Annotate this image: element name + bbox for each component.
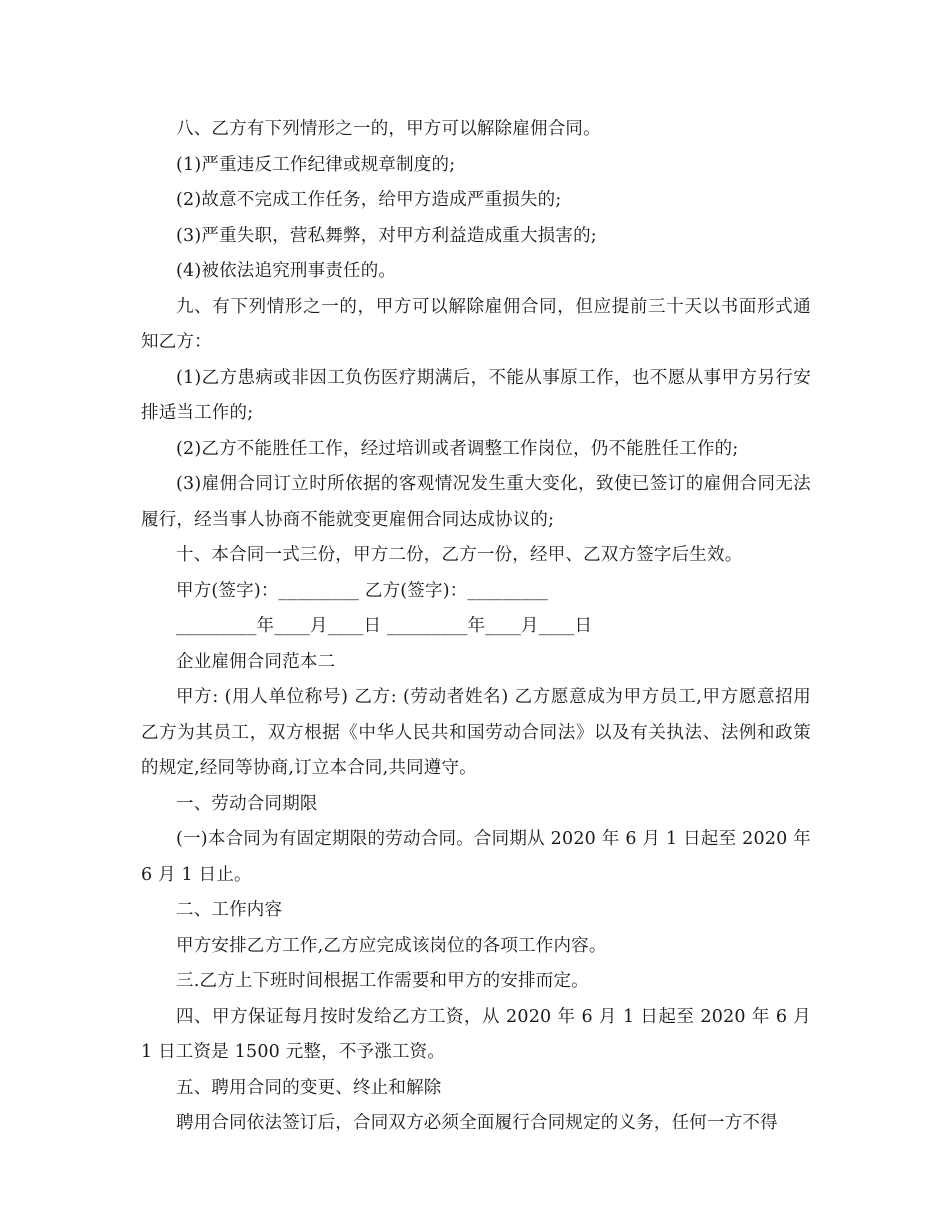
paragraph: 聘用合同依法签订后，合同双方必须全面履行合同规定的义务，任何一方不得 <box>176 1113 778 1133</box>
paragraph: (1)乙方患病或非因工负伤医疗期满后，不能从事原工作，也不愿从事甲方另行安排适当工作的; <box>141 367 811 423</box>
paragraph: 四、甲方保证每月按时发给乙方工资，从 2020 年 6 月 1 日起至 2020 年 6 月 1 日工资是 1500 元整，不予涨工资。 <box>141 1006 817 1062</box>
paragraph: 甲方: (用人单位称号) 乙方: (劳动者姓名) 乙方愿意成为甲方员工,甲方愿意招用乙方为其员工，双方根据《中华人民共和国劳动合同法》以及有关执法、法例和政策的规定,经同等协商,订立本合同,共同遵守。 <box>141 687 811 778</box>
section-heading: 一、劳动合同期限 <box>176 793 318 814</box>
paragraph: (3)严重失职，营私舞弊，对甲方利益造成重大损害的; <box>176 225 597 246</box>
paragraph: (1)严重违反工作纪律或规章制度的; <box>176 154 456 175</box>
date-line: _________年____月____日 _________年____月____日 <box>176 616 593 636</box>
section-heading: 五、聘用合同的变更、终止和解除 <box>176 1077 442 1098</box>
paragraph: 九、有下列情形之一的，甲方可以解除雇佣合同，但应提前三十天以书面形式通知乙方： <box>141 296 811 352</box>
section-title: 企业雇佣合同范本二 <box>176 651 336 672</box>
signature-line: 甲方(签字)：_________ 乙方(签字)：_________ <box>176 580 548 601</box>
document-body <box>141 112 817 1142</box>
paragraph: 八、乙方有下列情形之一的，甲方可以解除雇佣合同。 <box>176 119 601 139</box>
paragraph: (一)本合同为有固定期限的劳动合同。合同期从 2020 年 6 月 1 日起至 2020 年 6 月 1 日止。 <box>141 829 817 885</box>
paragraph: (4)被依法追究刑事责任的。 <box>176 261 397 281</box>
paragraph: 十、本合同一式三份，甲方二份，乙方一份，经甲、乙双方签字后生效。 <box>176 545 743 565</box>
paragraph: (2)故意不完成工作任务，给甲方造成严重损失的; <box>176 190 562 210</box>
paragraph: (3)雇佣合同订立时所依据的客观情况发生重大变化，致使已签订的雇佣合同无法履行，经当事人协商不能就变更雇佣合同达成协议的; <box>141 474 811 530</box>
paragraph: 甲方安排乙方工作,乙方应完成该岗位的各项工作内容。 <box>176 935 607 956</box>
section-heading: 二、工作内容 <box>176 900 283 920</box>
paragraph: (2)乙方不能胜任工作，经过培训或者调整工作岗位，仍不能胜任工作的; <box>176 438 739 459</box>
paragraph: 三.乙方上下班时间根据工作需要和甲方的安排而定。 <box>176 971 589 991</box>
